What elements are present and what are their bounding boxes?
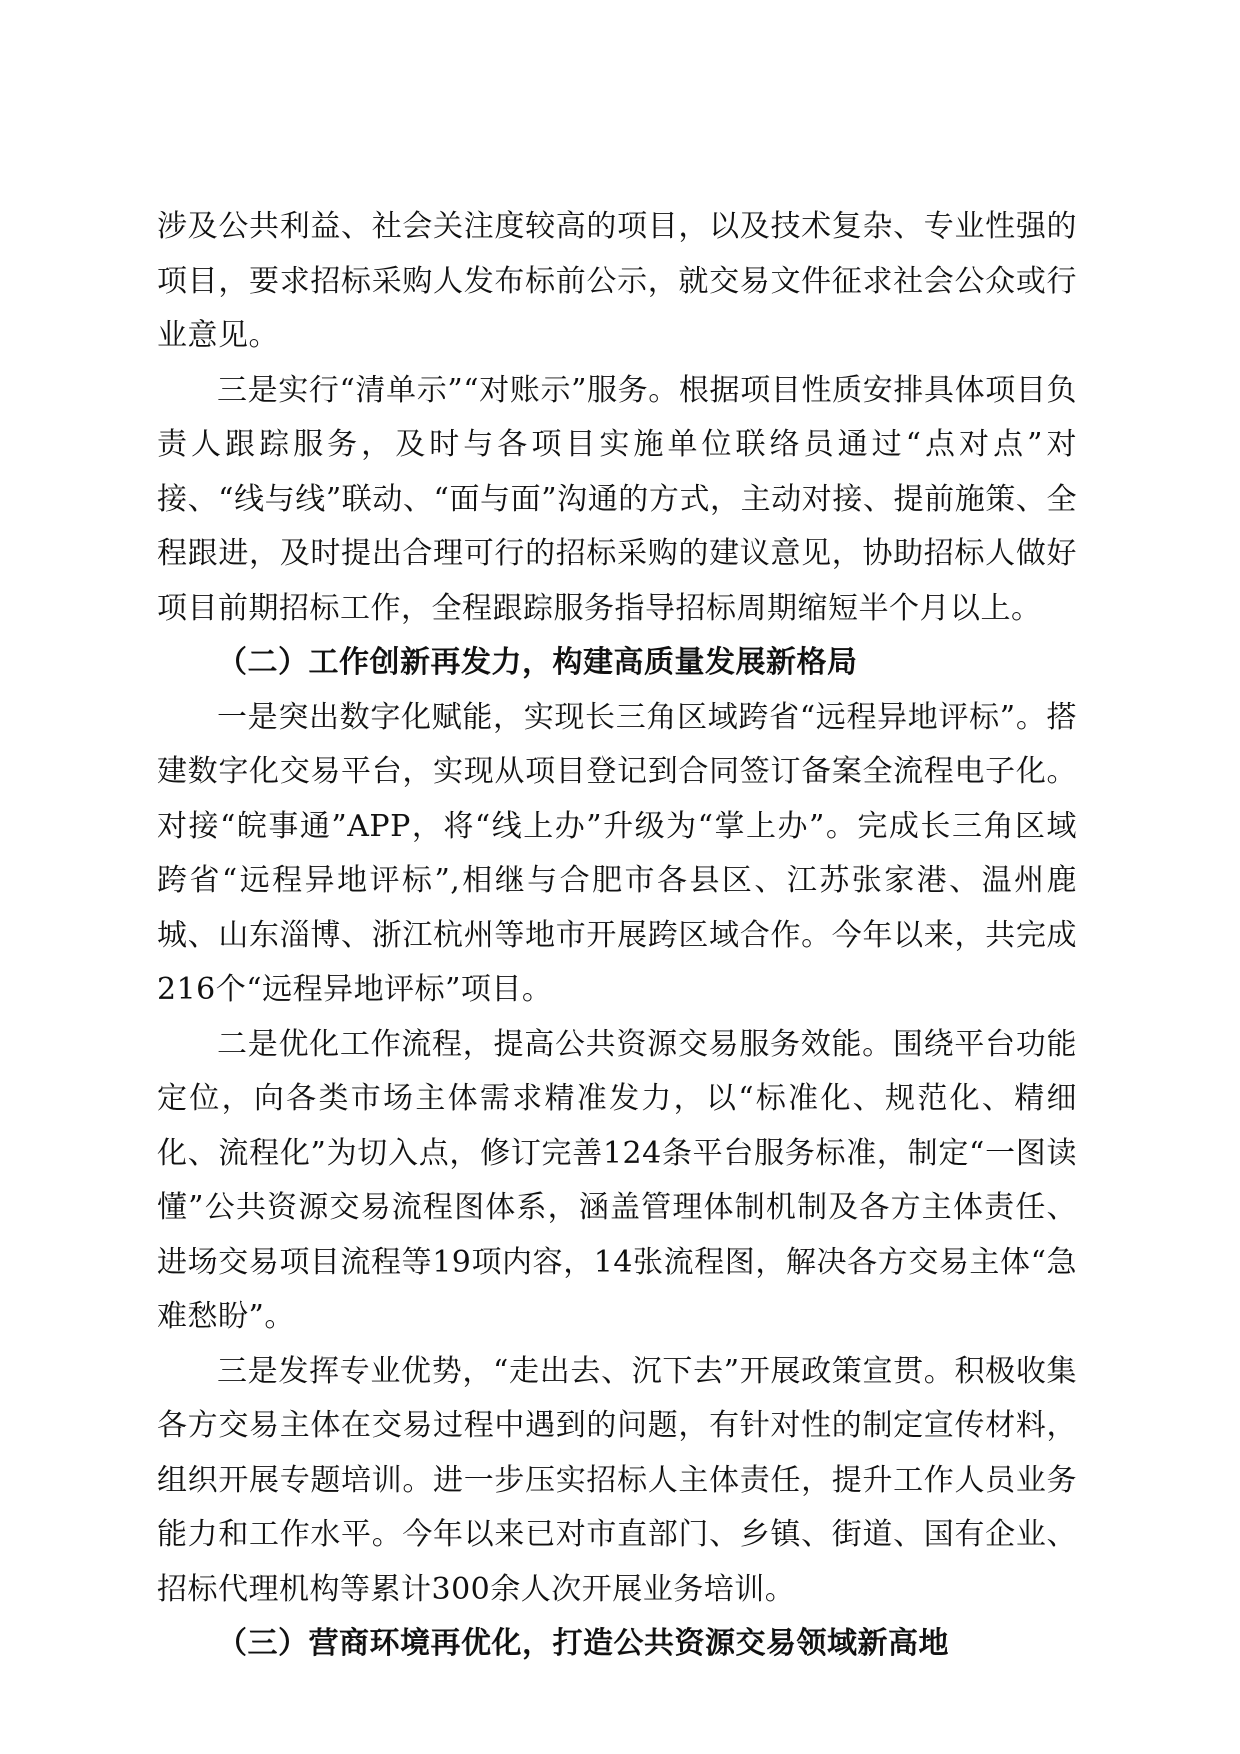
paragraph-continuation: 涉及公共利益、社会关注度较高的项目，以及技术复杂、专业性强的项目，要求招标采购人发布标前公示，就交易文件征求社会公众或行业意见。 (157, 209, 1077, 353)
paragraph-digital-empowerment: 一是突出数字化赋能，实现长三角区域跨省“远程异地评标”。搭建数字化交易平台，实现从项目登记到合同签订备案全流程电子化。对接“皖事通”APP，将“线上办”升级为“掌上办”。完成长三角区域跨省“远程异地评标”,相继与合肥市各县区、江苏张家港、温州鹿城、山东淄博、浙江杭州等地市开展跨区域合作。今年以来，共完成216个“远程异地评标”项目。 (157, 699, 1077, 1007)
paragraph-policy-training: 三是发挥专业优势，“走出去、沉下去”开展政策宣贯。积极收集各方交易主体在交易过程中遇到的问题，有针对性的制定宣传材料，组织开展专题培训。进一步压实招标人主体责任，提升工作人员业务能力和工作水平。今年以来已对市直部门、乡镇、街道、国有企业、招标代理机构等累计300余人次开展业务培训。 (157, 1353, 1077, 1607)
paragraph-workflow-optimization: 二是优化工作流程，提高公共资源交易服务效能。围绕平台功能定位，向各类市场主体需求精准发力，以“标准化、规范化、精细化、流程化”为切入点，修订完善124条平台服务标准，制定“一图读懂”公共资源交易流程图体系，涵盖管理体制机制及各方主体责任、进场交易项目流程等19项内容，14张流程图，解决各方交易主体“急难愁盼”。 (157, 1026, 1077, 1334)
section-heading-3: （三）营商环境再优化，打造公共资源交易领域新高地 (217, 1626, 949, 1661)
document-body (157, 200, 1077, 1672)
section-heading-2: （二）工作创新再发力，构建高质量发展新格局 (217, 645, 858, 680)
paragraph-checklist-service: 三是实行“清单示”“对账示”服务。根据项目性质安排具体项目负责人跟踪服务，及时与各项目实施单位联络员通过“点对点”对接、“线与线”联动、“面与面”沟通的方式，主动对接、提前施策、全程跟进，及时提出合理可行的招标采购的建议意见，协助招标人做好项目前期招标工作，全程跟踪服务指导招标周期缩短半个月以上。 (157, 372, 1077, 626)
